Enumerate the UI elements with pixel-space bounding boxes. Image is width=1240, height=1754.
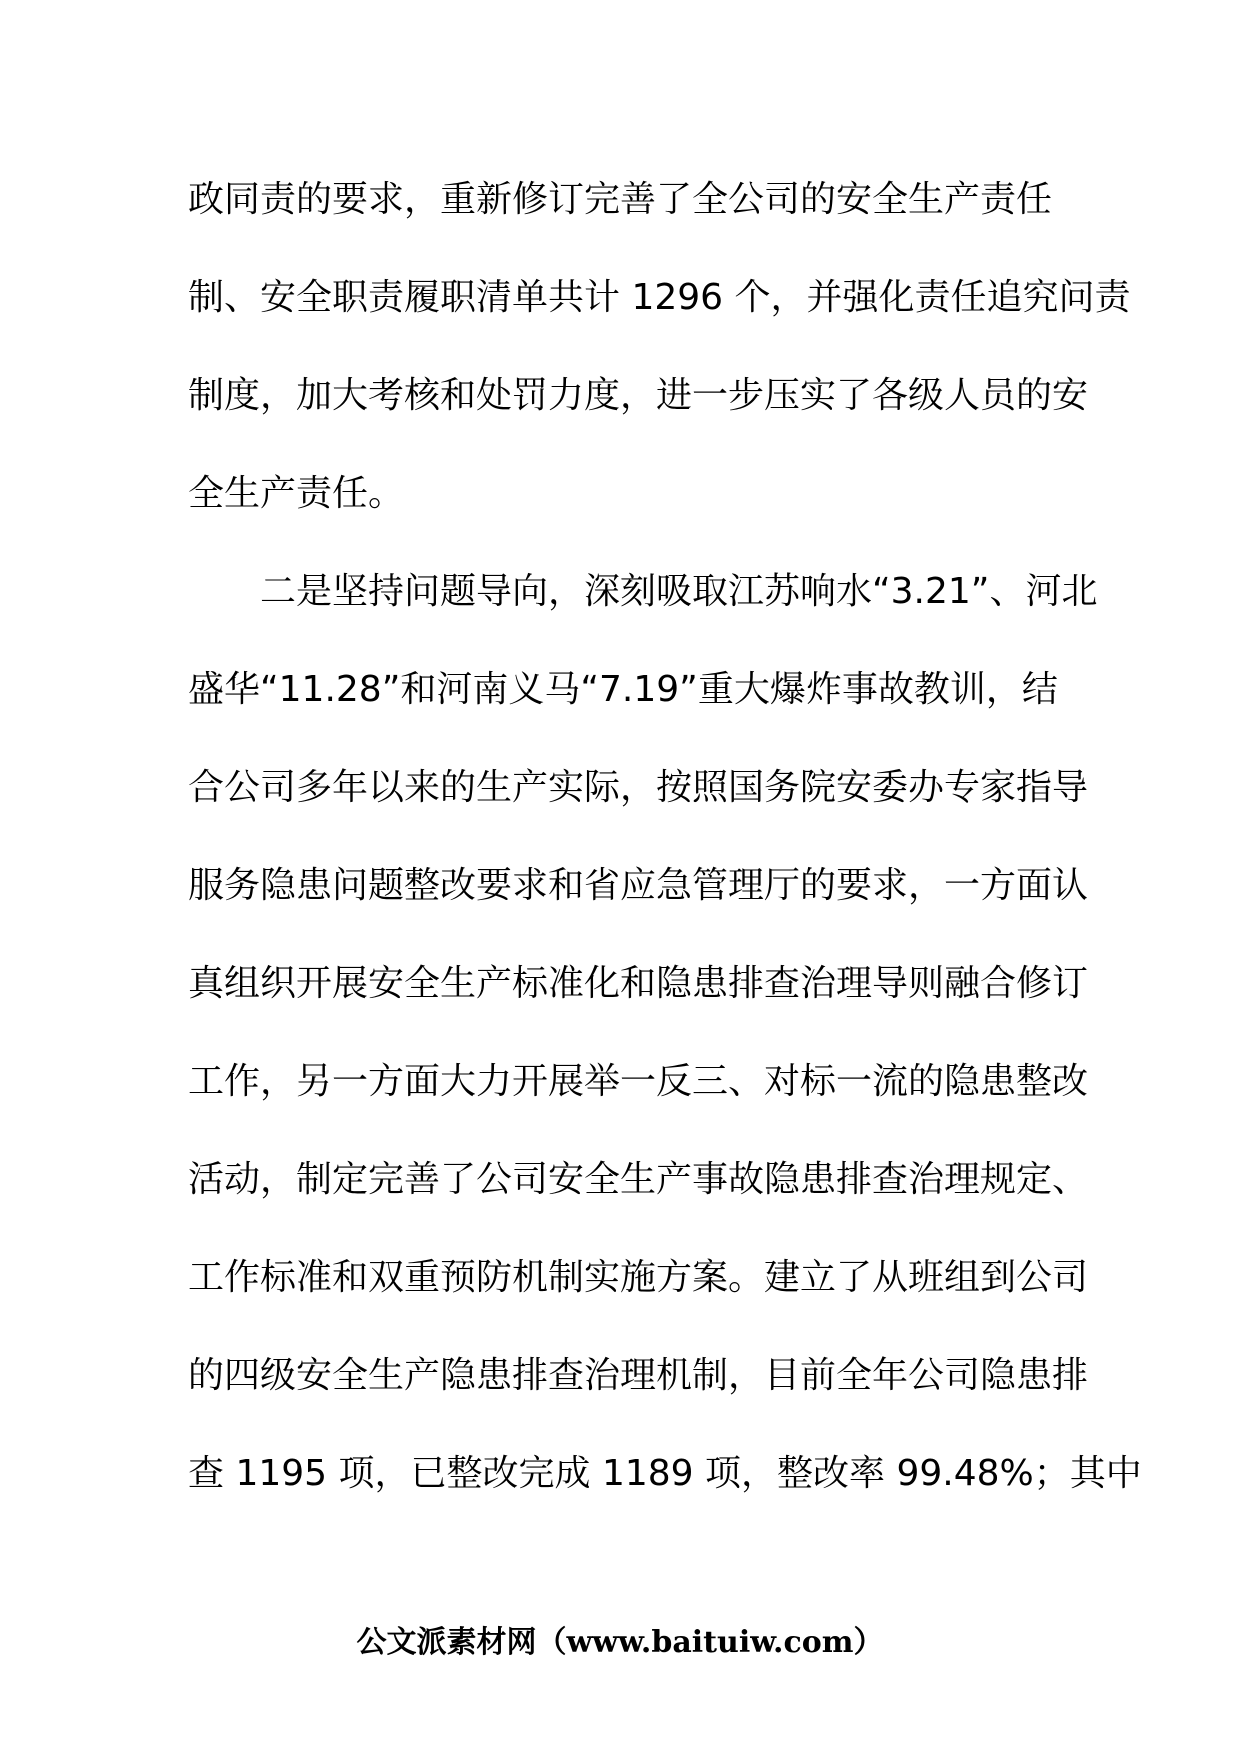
text-line: 服务隐患问题整改要求和省应急管理厅的要求，一方面认 [188,865,1089,906]
text-line: 盛华“11.28”和河南义马“7.19”重大爆炸事故教训，结 [188,669,1058,710]
text-line: 工作标准和双重预防机制实施方案。建立了从班组到公司 [188,1257,1089,1298]
text-line: 政同责的要求，重新修订完善了全公司的安全生产责任 [188,179,1053,220]
body-text [188,170,1142,1542]
text-line: 活动，制定完善了公司安全生产事故隐患排查治理规定、 [188,1159,1089,1200]
text-line: 查 1195 项，已整改完成 1189 项，整改率 99.48%；其中 [188,1453,1142,1494]
text-line: 二是坚持问题导向，深刻吸取江苏响水“3.21”、河北 [188,571,1098,612]
text-line: 的四级安全生产隐患排查治理机制，目前全年公司隐患排 [188,1355,1089,1396]
text-line: 制度，加大考核和处罚力度，进一步压实了各级人员的安 [188,375,1089,416]
text-line: 真组织开展安全生产标准化和隐患排查治理导则融合修订 [188,963,1089,1004]
text-line: 工作，另一方面大力开展举一反三、对标一流的隐患整改 [188,1061,1089,1102]
text-line: 合公司多年以来的生产实际，按照国务院安委办专家指导 [188,767,1089,808]
page-footer: 公文派素材网（www.baituiw.com） [356,1625,884,1660]
text-line: 全生产责任。 [188,473,405,514]
text-line: 制、安全职责履职清单共计 1296 个，并强化责任追究问责 [188,277,1131,318]
